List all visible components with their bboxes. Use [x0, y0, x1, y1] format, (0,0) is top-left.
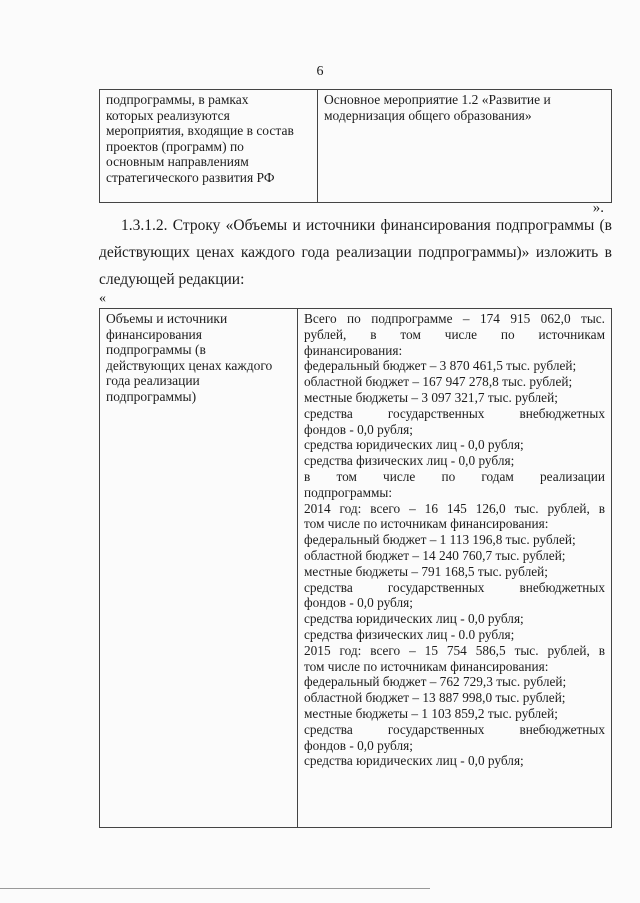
table-cell-label	[100, 309, 298, 828]
text-line: фондов - 0,0 рубля;	[304, 421, 413, 437]
text-line: модернизация общего образования»	[324, 107, 532, 123]
text-line: областной бюджет – 167 947 278,8 тыс. рублей;	[304, 374, 573, 390]
text-line: 2014 год: всего – 16 145 126,0 тыс. рублей, в	[304, 500, 605, 516]
text-line: подпрограммы (в	[106, 342, 206, 357]
text-line: которых реализуются	[106, 107, 230, 123]
text-line: средства юридических лиц - 0,0 рубля;	[304, 753, 524, 769]
text-line: федеральный бюджет – 1 113 196,8 тыс. рублей;	[304, 532, 576, 548]
text-line: подпрограммы)	[106, 388, 197, 404]
text-line: Основное мероприятие 1.2 «Развитие и	[324, 92, 551, 107]
text-line: подпрограммы:	[304, 484, 393, 500]
closing-quote: ».	[592, 200, 604, 216]
text-line: стратегического развития РФ	[106, 169, 275, 185]
text-line: том числе по источникам финансирования:	[304, 516, 549, 532]
text-line: средства физических лиц - 0,0 рубля;	[304, 453, 515, 469]
bottom-divider	[0, 888, 430, 889]
text-line: мероприятия, входящие в состав	[106, 123, 294, 138]
table-row	[100, 90, 612, 203]
text-line: подпрограммы, в рамках	[106, 92, 249, 107]
text-line: средства государственных внебюджетных	[304, 579, 605, 595]
text-line: в том числе по годам реализации	[304, 468, 605, 484]
subprogram-table	[99, 89, 612, 203]
text-line: года реализации	[106, 373, 200, 388]
text-line: средства юридических лиц - 0,0 рубля;	[304, 437, 524, 453]
text-line: Всего по подпрограмме – 174 915 062,0 тыс.	[304, 311, 605, 326]
text-line: областной бюджет – 13 887 998,0 тыс. рублей;	[304, 690, 566, 706]
text-line: том числе по источникам финансирования:	[304, 658, 549, 674]
opening-quote: «	[99, 291, 106, 306]
text-line: рублей, в том числе по источникам	[304, 326, 605, 342]
table-row	[100, 309, 612, 828]
text-line: 2015 год: всего – 15 754 586,5 тыс. рублей, в	[304, 642, 605, 658]
text-line: средства физических лиц - 0.0 рубля;	[304, 626, 515, 642]
text-line: фондов - 0,0 рубля;	[304, 595, 413, 611]
text-line: местные бюджеты – 1 103 859,2 тыс. рублей;	[304, 705, 558, 721]
text-line: финансирования:	[304, 342, 403, 358]
text-line: федеральный бюджет – 3 870 461,5 тыс. рублей;	[304, 358, 577, 374]
text-line: действующих ценах каждого	[106, 357, 273, 373]
table-cell-value	[318, 90, 612, 203]
text-line: средства государственных внебюджетных	[304, 405, 605, 421]
text-line: местные бюджеты – 3 097 321,7 тыс. рублей;	[304, 389, 558, 405]
amendment-paragraph	[99, 212, 612, 293]
text-line: фондов - 0,0 рубля;	[304, 737, 413, 753]
text-line: областной бюджет – 14 240 760,7 тыс. рублей;	[304, 547, 566, 563]
page-number: 6	[316, 64, 324, 79]
text-line: финансирования	[106, 326, 202, 342]
text-line: федеральный бюджет – 762 729,3 тыс. рублей;	[304, 674, 567, 690]
financing-table	[99, 308, 612, 828]
text-line: средства юридических лиц - 0,0 рубля;	[304, 611, 524, 627]
table-cell-value	[298, 309, 612, 828]
text-line: средства государственных внебюджетных	[304, 721, 605, 737]
text-line: Объемы и источники	[106, 311, 228, 326]
paragraph-text: 1.3.1.2. Строку «Объемы и источники финансирования подпрограммы (в действующих ценах каждого года реализации подпрограммы)» изложить в следующей редакции:	[99, 217, 612, 288]
text-line: местные бюджеты – 791 168,5 тыс. рублей;	[304, 563, 548, 579]
table-cell-label	[100, 90, 318, 203]
text-line: основным направлениям	[106, 154, 249, 169]
text-line: проектов (программ) по	[106, 138, 244, 154]
